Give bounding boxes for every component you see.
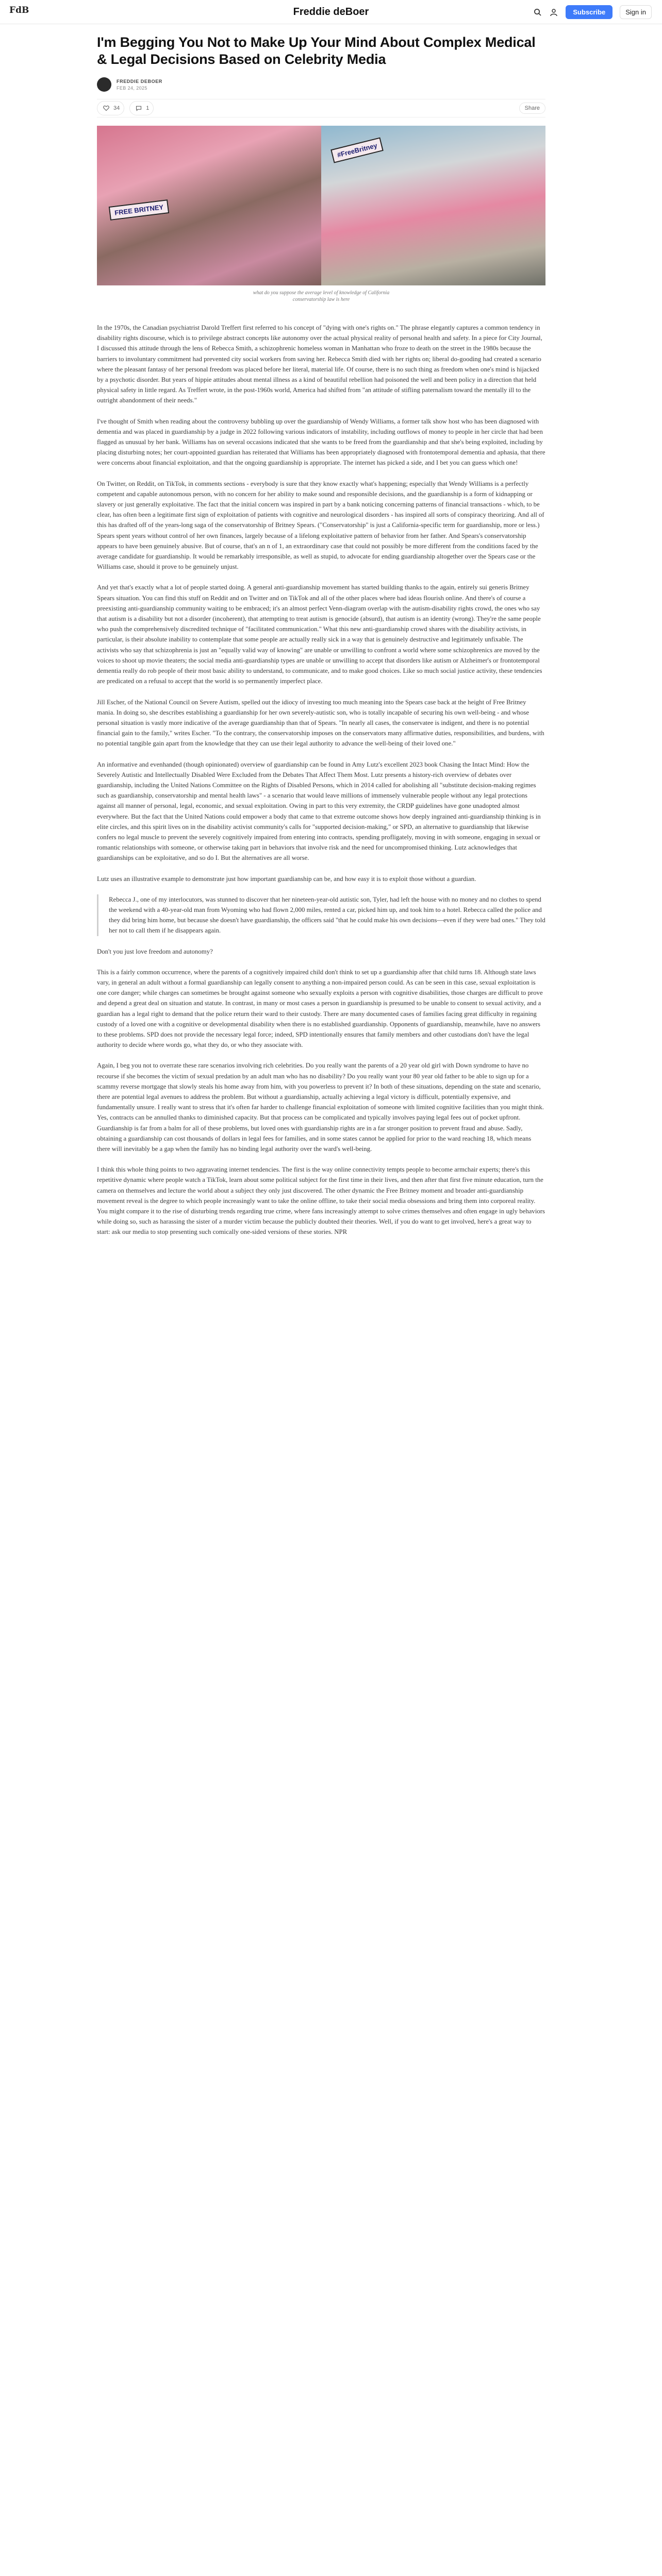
publication-logo[interactable]: FdB <box>9 5 29 15</box>
paragraph-3: On Twitter, on Reddit, on TikTok, in comments sections - everybody is sure that they know exactly what's happening; especially that Wendy Williams is a perfectly competent and capable autonomous person, with no concern for her ability to make sound and responsible decisions, and the guardianship is a form of kidnapping or slavery or just generally exploitative. The fact that the initial concern was inspired in part by a bank noticing concerning patterns of financial transactions - which, to be clear, has often been a legitimate first sign of exploitation of patients with cognitive and neurological disorders - has inspired all sorts of conspiracy theorizing. And all of this has drafted off of the years-long saga of the conservatorship of Britney Spears. ("Conservatorship" is just a California-specific term for guardianship, more or less.) Spears spent years without control of her own finances, largely because of a lifelong exploitative pattern of behavior from her father. And Spears's conservatorship appears to have been genuinely abusive. But of course, that's an n of 1, an extraordinary case that could not possibly be more different from the conditions faced by the average candidate for guardianship. It would be remarkably irresponsible, as well as stupid, to advocate for ending guardianship altogether over the Spears case or the Williams case, should it prove to be genuinely unjust. <box>97 480 544 571</box>
author-meta <box>117 79 162 91</box>
header-actions <box>533 5 652 19</box>
protest-photo-right <box>321 126 545 285</box>
account-icon[interactable] <box>549 8 558 17</box>
byline <box>97 77 545 92</box>
author-avatar[interactable] <box>97 77 111 92</box>
blockquote: Rebecca J., one of my interlocutors, was stunned to discover that her nineteen-year-old autistic son, Tyler, had left the house with no money and no clothes to spend the weekend with a 40-year-old man from Wyoming who had flown 2,000 miles, rented a car, picked him up, and took him to a hotel. Rebecca called the police and they did bring him home, but because she doesn't have guardianship, the officers said "that he could make his own decisions—even if they were bad ones." They told her not to call them if he disappears again. <box>97 894 545 936</box>
paragraph-10: Again, I beg you not to overrate these rare scenarios involving rich celebrities. Do you really want the parents of a 20 year old girl with Down syndrome to have no recourse if she becomes the victim of sexual predation by an adult man who has no disability? Do you really want your 80 year old father to be able to sign up for a scammy reverse mortgage that slowly steals his home away from him, with you powerless to prevent it? In both of these situations, depending on the state and scenario, there are potential legal avenues to address the problem. But without a guardianship, actually achieving a legal victory is difficult, potentially expensive, and fundamentally unsure. I really want to stress that it's often far harder to challenge financial exploitation of someone with limited cognitive facilities than you might think. Yes, contracts can be annulled thanks to diminished capacity. But that process can be complicated and typically involves paying legal fees out of pocket upfront. Guardianship is far from a balm for all of these problems, but loved ones with guardianship rights are in a far stronger position to prevent fraud and abuse. Sadly, obtaining a guardianship can cost thousands of dollars in legal fees for families, and in some states cannot be applied for prior to the ward reaching 18, which means there will inevitably be a gap when the family has no binding legal authority over the ward's well-being. <box>97 1062 544 1153</box>
post-container <box>97 34 545 1248</box>
post-date: FEB 24, 2025 <box>117 85 147 91</box>
paragraph-7: Lutz uses an illustrative example to demonstrate just how important guardianship can be, and how easy it is to exploit those without a guardian. <box>97 875 476 883</box>
post-title: I'm Begging You Not to Make Up Your Mind About Complex Medical & Legal Decisions Based on Celebrity Media <box>97 35 536 67</box>
share-button[interactable]: Share <box>519 103 545 114</box>
like-count: 34 <box>113 105 120 111</box>
protest-sign-right: #FreeBritney <box>330 137 384 163</box>
paragraph-1: In the 1970s, the Canadian psychiatrist Darold Treffert first referred to his concept of "dying with one's rights on." The phrase elegantly captures a common tendency in disability rights discourse, which is to privilege abstract concepts like autonomy over the actual physical reality of personal health and safety. In a piece for City Journal, I discussed this attitude through the lens of Rebecca Smith, a schizophrenic homeless woman in Manhattan who froze to death on the street in the 1980s because the barriers to involuntary commitment had prevented city social workers from saving her. Rebecca Smith died with her rights on; liberal do-gooding had created a scenario where the pleasant fantasy of her personal freedom was placed before her literal, material life. Of course, there is no such thing as freedom when one's mind is hijacked by a psychotic disorder. But years of hippie attitudes about mental illness as a kind of beautiful rebellion had poisoned the well and been policy in a direction that held physical safety in little regard. As Treffert wrote, in the post-1960s world, America had shifted from "an attitude of stifling paternalism toward the mentally ill to the outright abandonment of their needs." <box>97 324 542 404</box>
comment-count: 1 <box>146 105 150 111</box>
top-navigation-bar <box>0 0 662 24</box>
sign-in-button[interactable]: Sign in <box>620 5 652 19</box>
paragraph-9: This is a fairly common occurrence, where the parents of a cognitively impaired child don't think to set up a guardianship after that child turns 18. Although state laws vary, in general an adult without a formal guardianship can legally consent to anything a non-impaired person could. As can be seen in this case, sexual exploitation is one core danger; while charges can sometimes be brought against someone who sexually exploits a person with cognitive disabilities, those charges are difficult to prove and depend a great deal on situation and statute. In contrast, in many or most cases a person in guardianship is presumed to be unable to consent to sexual activity, and a guardian has a legal right to demand that the police return their ward to their custody. There are many documented cases of families facing great difficulty in regaining custody of a loved one with a cognitive or developmental disability when there is no established guardianship. Opponents of guardianship, meanwhile, have no answers to these problems. SPD does not provide the necessary legal force; indeed, SPD intentionally ensures that family members and other custodians don't have the legal authority to decide where words go, what they do, or who they associate with. <box>97 968 543 1049</box>
subscribe-button[interactable]: Subscribe <box>566 5 613 19</box>
post-actions <box>97 99 545 117</box>
like-button[interactable] <box>97 101 124 115</box>
post-body <box>97 323 545 1238</box>
search-icon[interactable] <box>533 8 542 17</box>
paragraph-11: I think this whole thing points to two aggravating internet tendencies. The first is the way online connectivity tempts people to become armchair experts; there's this repetitive dynamic where people watch a TikTok, learn about some political subject for the first time in their lives, and then after that first five minute education, turn the camera on themselves and lecture the world about a subject they only just discovered. The other dynamic the Free Britney moment and broader anti-guardianship movement reveal is the degree to which people increasingly want to take the online offline, to take their social media obsessions and bring them into corporeal reality. You might compare it to the rise of disturbing trends regarding true crime, where fans increasingly attempt to solve crimes themselves and often engage in ugly behaviors while doing so, such as harassing the sister of a murder victim because the publicly doubted their theories. Well, if you do want to get involved, here's a great way to start: ask our media to stop presenting such comically one-sided versions of these stories. NPR <box>97 1166 545 1236</box>
paragraph-6: An informative and evenhanded (though opinionated) overview of guardianship can be found in Amy Lutz's excellent 2023 book Chasing the Intact Mind: How the Severely Autistic and Intellectually Disabled Were Excluded from the Debates That Affect Them Most. Lutz presents a history-rich overview of debates over guardianship, including the United Nations Committee on the Rights of Disabled Persons, which in 2014 called for abolishing all "substitute decision-making regimes such as guardianship, conservatorship and mental health laws" - a scenario that would leave millions of immensely vulnerable people without any legal protections against all manner of personal, legal, economic, and sexual exploitation. Owing in part to this very extremity, the CRDP guidelines have gone unadopted almost everywhere. But the fact that the United Nations could empower a body that came to that extreme outcome shows how deeply ingrained anti-guardianship thinking is in elite circles, and this spirit lives on in the disability activist community's calls for "supported decision-making," or SPD, an alternative to guardianship that likewise confers no legal muscle to prevent the severely cognitively impaired from entering into contracts, spending profligately, moving in with someone, engaging in sexual or romantic relationships with someone, or otherwise taking part in behaviors that involve risk and the need for uncompromised thinking. Lutz acknowledges that guardianships can be exploitative, and so do I. But the alternatives are all worse. <box>97 760 541 862</box>
comment-icon <box>134 104 143 113</box>
heart-icon <box>102 104 111 113</box>
hero-image[interactable] <box>97 126 545 285</box>
paragraph-4: And yet that's exactly what a lot of people started doing. A general anti-guardianship movement has started building thanks to the again, entirely sui generis Britney Spears situation. You can find this stuff on Reddit and on Twitter and on TikTok and all of the other places where bad ideas flourish online. And there's of course a preexisting anti-guardianship community waiting to be embraced; it's an almost perfect Venn-diagram overlap with the autism-disability rights crowd, the ones who say that autism is a disability but not a disorder (incoherent), that attempting to treat autism is genocide (absurd), that autism is an identity (wrong). They're the same people who push the comprehensively discredited technique of "facilitated communication." What this new anti-guardianship crowd shares with the disability activists, in particular, is their absolute inability to contemplate that some people are actually really sick in a way that is genuinely destructive and legitimately unfixable. The activists who say that schizophrenia is just an "equally valid way of knowing" are unable or unwilling to confront a world where some schizophrenics are moved by the voices to shoot up movie theaters; the social media anti-guardianship types are unable or unwilling to accept that disorders like autism or Alzheimer's or frontotemporal dementia really do rob people of their most basic ability to understand, to communicate, and to make good choices. Like so much social justice activity, these tendencies are predicated on a refusal to accept that the world is so permanently imperfect place. <box>97 584 542 685</box>
paragraph-2: I've thought of Smith when reading about the controversy bubbling up over the guardianship of Wendy Williams, a former talk show host who has been diagnosed with dementia and was placed in guardianship by a judge in 2022 following various indicators of instability, including outflows of money to people in her circle that had been flagged as unusual by her bank. Williams has on several occasions indicated that she wants to be freed from the guardianship and that she's being exploited, including by placing disturbing notes; her court-appointed guardian has reiterated that Williams has been appropriately diagnosed with frontotemporal dementia and aphasia, that there were concerns about financial exploitation, and that the ongoing guardianship is appropriate. The internet has picked a side, and I bet you can guess which one! <box>97 417 545 467</box>
comments-button[interactable] <box>129 101 154 115</box>
protest-sign-left: FREE BRITNEY <box>109 199 170 221</box>
author-name[interactable]: FREDDIE DEBOER <box>117 78 162 84</box>
paragraph-8: Don't you just love freedom and autonomy? <box>97 947 213 955</box>
publication-name[interactable]: Freddie deBoer <box>293 6 369 18</box>
protest-photo-left <box>97 126 321 285</box>
paragraph-5: Jill Escher, of the National Council on Severe Autism, spelled out the idiocy of investing too much meaning into the Spears case back at the height of Free Britney mania. In doing so, she describes establishing a guardianship for her own severely-autistic son, who is totally incapable of securing his own well-being - and whose personal situation is vastly more indicative of the average guardianship than that of Spears. "In nearly all cases, the conservatee is indigent, and there is no potential financial gain to the family," writes Escher. "To the contrary, the conservatorship imposes on the conservators many affirmative duties, responsibilities, and burdens, with no potential tangible gain apart from the knowledge that they can use their legal authority to advance the well-being of their loved one." <box>97 698 544 748</box>
image-caption: what do you suppose the average level of knowledge of California conservatorship law is here <box>253 290 390 302</box>
